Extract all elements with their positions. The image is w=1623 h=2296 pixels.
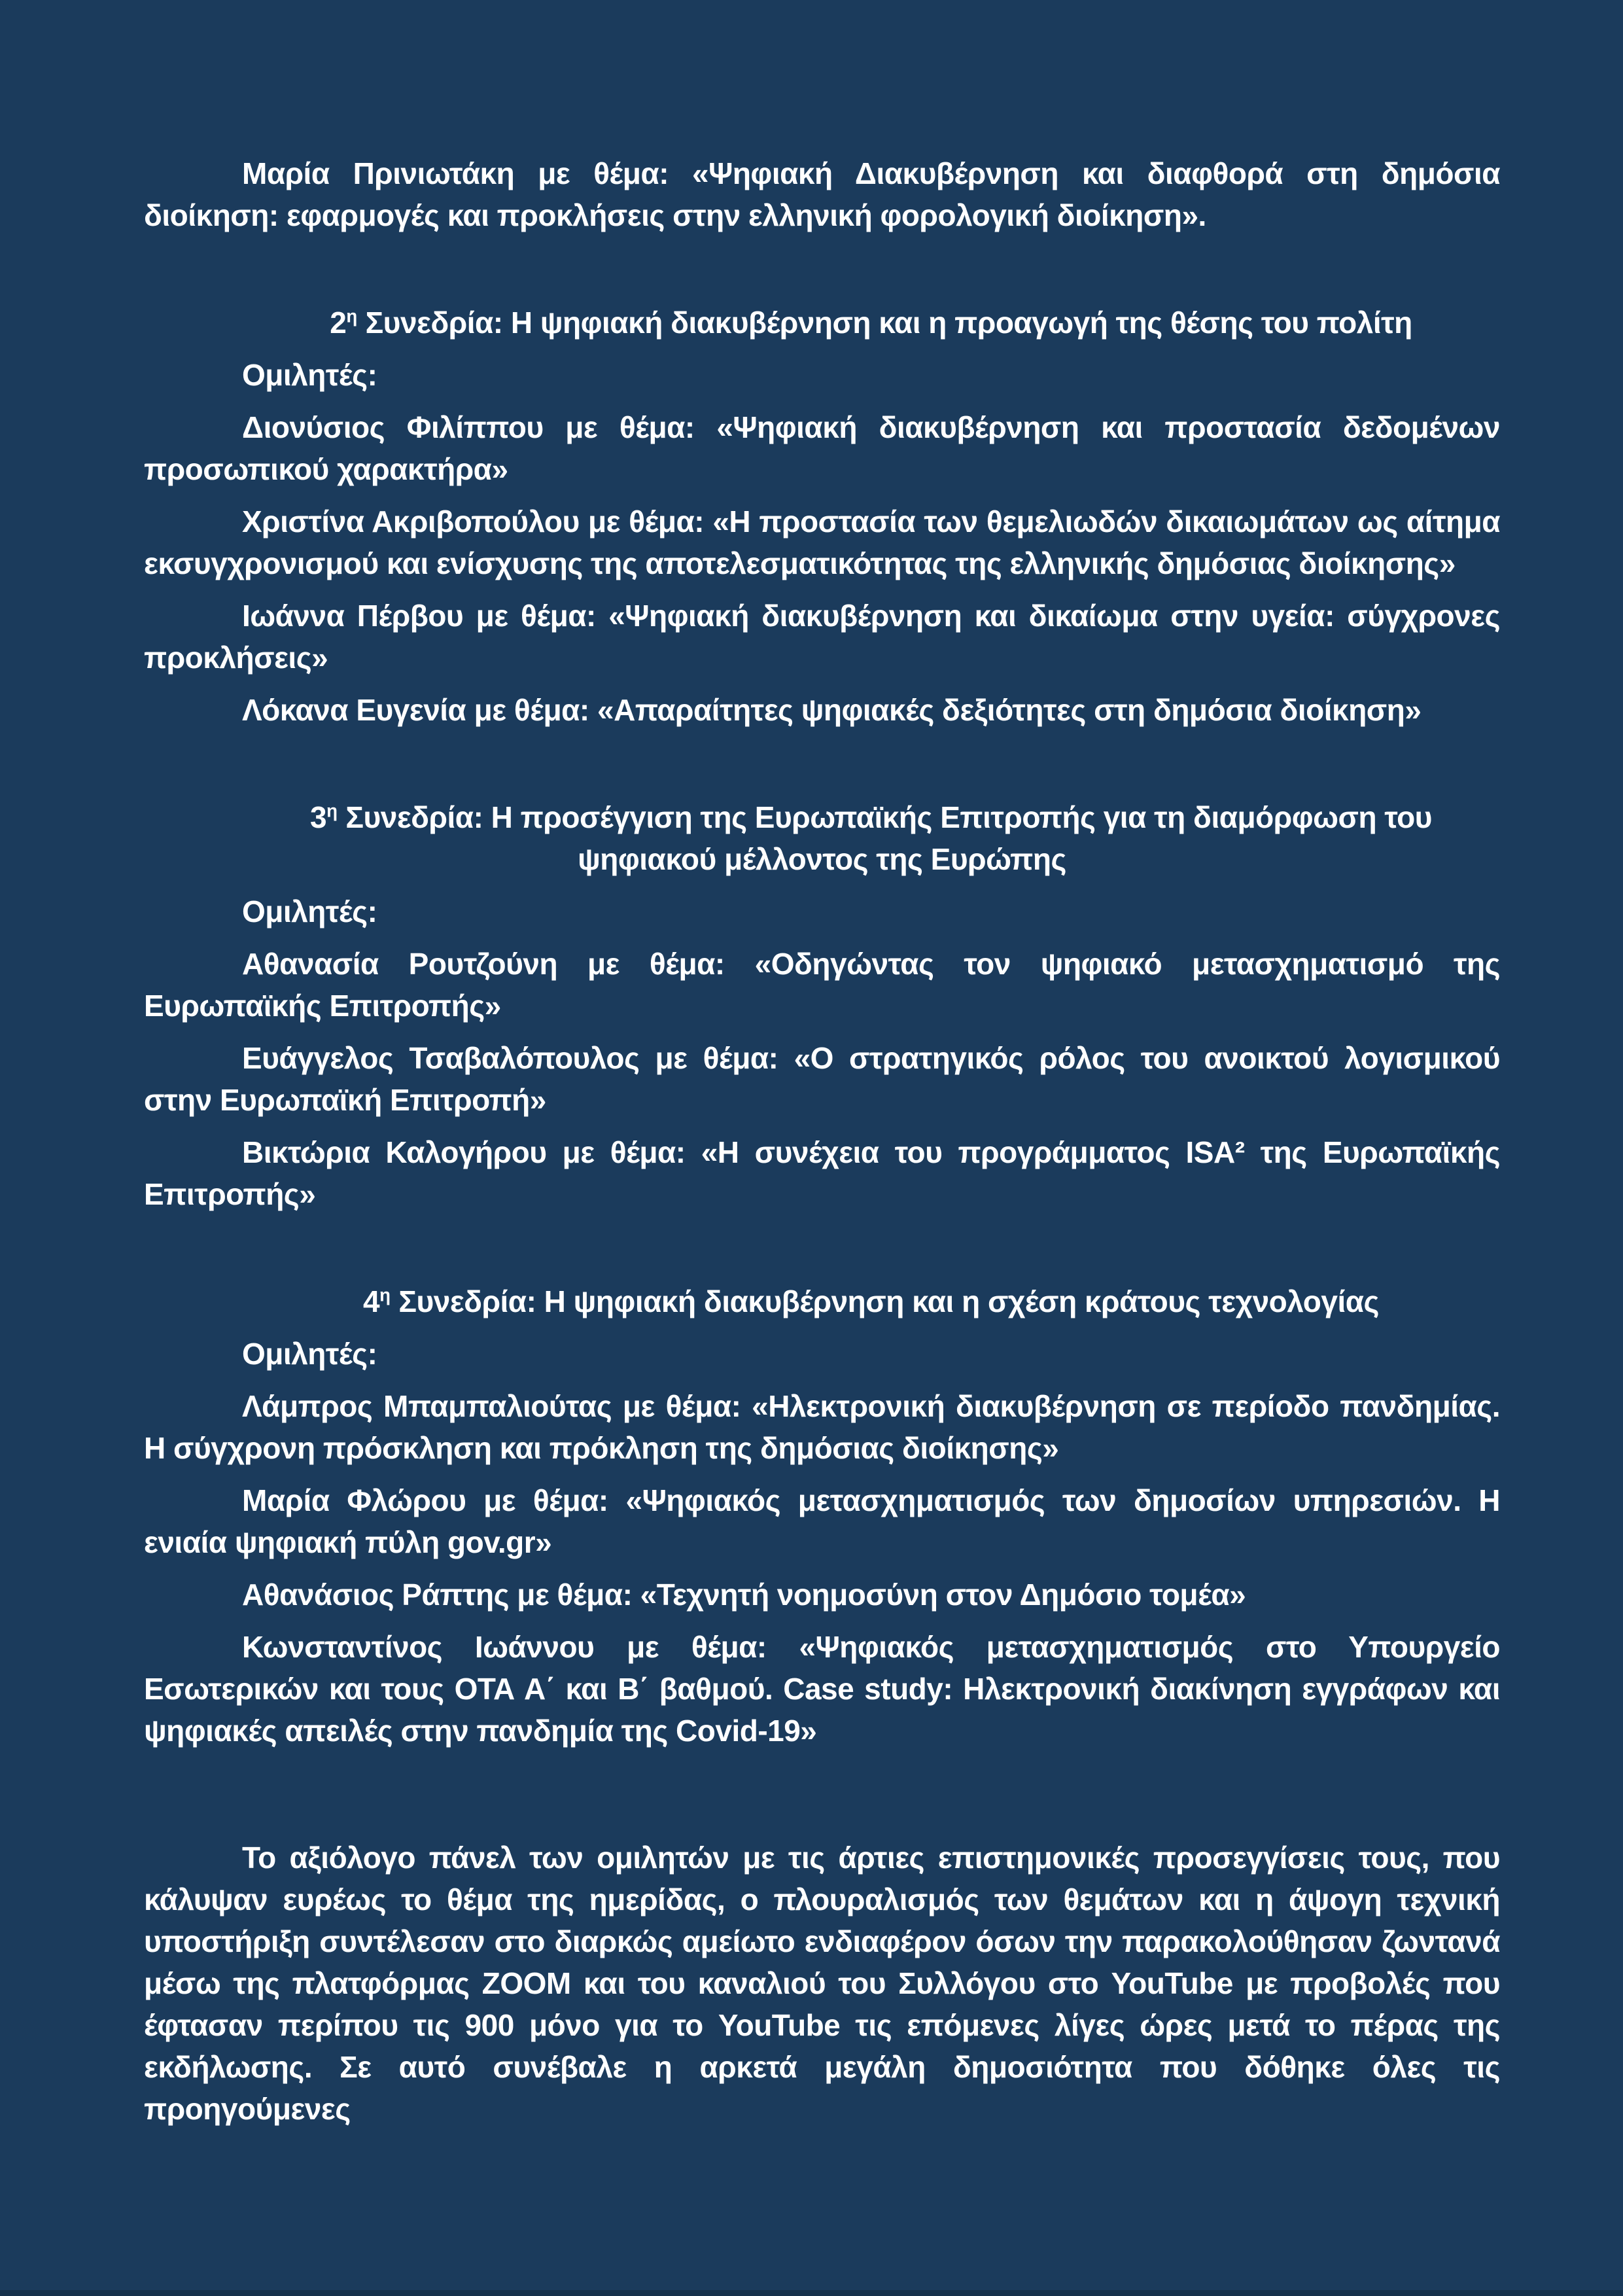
speaker-paragraph: Αθανασία Ρουτζούνη με θέμα: «Οδηγώντας τον ψηφιακό μετασχηματισμό της Ευρωπαϊκής Επιτροπής» <box>144 947 1500 1023</box>
speaker-paragraph: Λάμπρος Μπαμπαλιούτας με θέμα: «Ηλεκτρονική διακυβέρνηση σε περίοδο πανδημίας. Η σύγχρονη πρόσκληση και πρόκληση της δημόσιας διοίκησης» <box>144 1389 1500 1465</box>
session-2-speakers-label: Ομιλητές: <box>242 358 377 392</box>
session-3-title: Συνεδρία: Η προσέγγιση της Ευρωπαϊκής Επιτροπής για τη διαμόρφωση του ψηφιακού μέλλοντος της Ευρώπης <box>345 800 1432 876</box>
session-2-block <box>144 302 1500 731</box>
page-bottom-edge <box>0 2290 1623 2296</box>
session-3-speakers-label: Ομιλητές: <box>242 894 377 928</box>
speaker-paragraph: Λόκανα Ευγενία με θέμα: «Απαραίτητες ψηφιακές δεξιότητες στη δημόσια διοίκηση» <box>242 693 1422 727</box>
speaker-paragraph: Μαρία Φλώρου με θέμα: «Ψηφιακός μετασχηματισμός των δημοσίων υπηρεσιών. Η ενιαία ψηφιακή πύλη gov.gr» <box>144 1483 1500 1559</box>
session-4-speakers-label: Ομιλητές: <box>242 1337 377 1371</box>
session-3-ordinal: 3 <box>310 800 327 834</box>
speaker-paragraph: Διονύσιος Φιλίππου με θέμα: «Ψηφιακή διακυβέρνηση και προστασία δεδομένων προσωπικού χαρακτήρα» <box>144 410 1500 486</box>
speaker-paragraph: Ευάγγελος Τσαβαλόπουλος με θέμα: «Ο στρατηγικός ρόλος του ανοικτού λογισμικού στην Ευρωπαϊκή Επιτροπή» <box>144 1041 1500 1117</box>
speaker-paragraph: Βικτώρια Καλογήρου με θέμα: «Η συνέχεια του προγράμματος ISA² της Ευρωπαϊκής Επιτροπής» <box>144 1135 1500 1211</box>
session-2-ordinal: 2 <box>330 306 347 340</box>
session-4-ordinal-suffix: η <box>379 1284 391 1305</box>
session-3-ordinal-suffix: η <box>326 800 338 821</box>
session-2-ordinal-suffix: η <box>346 306 357 327</box>
session-2-heading <box>144 302 1500 344</box>
session-4-title: Συνεδρία: Η ψηφιακή διακυβέρνηση και η σχέση κράτους τεχνολογίας <box>398 1284 1379 1318</box>
speaker-paragraph: Κωνσταντίνος Ιωάννου με θέμα: «Ψηφιακός μετασχηματισμός στο Υπουργείο Εσωτερικών και τους ΟΤΑ Α΄ και Β΄ βαθμού. Case study: Ηλεκτρονική διακίνηση εγγράφων και ψηφιακές απειλές στην πανδημία της Covid-19» <box>144 1630 1500 1748</box>
session-4-ordinal: 4 <box>363 1284 380 1318</box>
session-3-block <box>144 796 1500 1215</box>
closing-paragraph: Το αξιόλογο πάνελ των ομιλητών με τις άρτιες επιστημονικές προσεγγίσεις τους, που κάλυψαν ευρέως το θέμα της ημερίδας, ο πλουραλισμός των θεμάτων και η άψογη τεχνική υποστήριξη συντέλεσαν στο διαρκώς αμείωτο ενδιαφέρον όσων την παρακολούθησαν ζωντανά μέσω της πλατφόρμας ZOOM και του καναλιού του Συλλόγου στο YouTube με προβολές που έφτασαν περίπου τις 900 μόνο για το YouTube τις επόμενες λίγες ώρες μετά το πέρας της εκδήλωσης. Σε αυτό συνέβαλε η αρκετά μεγάλη δημοσιότητα που δόθηκε όλες τις προηγούμενες <box>144 1841 1500 2126</box>
session-3-heading <box>144 796 1500 880</box>
speaker-paragraph: Χριστίνα Ακριβοπούλου με θέμα: «Η προστασία των θεμελιωδών δικαιωμάτων ως αίτημα εκσυγχρονισμού και ενίσχυσης της αποτελεσματικότητας της ελληνικής δημόσιας διοίκησης» <box>144 504 1500 580</box>
session-2-title: Συνεδρία: Η ψηφιακή διακυβέρνηση και η προαγωγή της θέσης του πολίτη <box>365 306 1412 340</box>
speaker-paragraph: Αθανάσιος Ράπτης με θέμα: «Τεχνητή νοημοσύνη στον Δημόσιο τομέα» <box>242 1578 1246 1612</box>
session-4-heading <box>144 1280 1500 1322</box>
speaker-paragraph: Ιωάννα Πέρβου με θέμα: «Ψηφιακή διακυβέρνηση και δικαίωμα στην υγεία: σύγχρονες προκλήσεις» <box>144 599 1500 675</box>
session-4-block <box>144 1280 1500 1752</box>
speaker-paragraph-intro: Μαρία Πρινιωτάκη με θέμα: «Ψηφιακή Διακυβέρνηση και διαφθορά στη δημόσια διοίκηση: εφαρμογές και προκλήσεις στην ελληνική φορολογική διοίκηση». <box>144 156 1500 232</box>
